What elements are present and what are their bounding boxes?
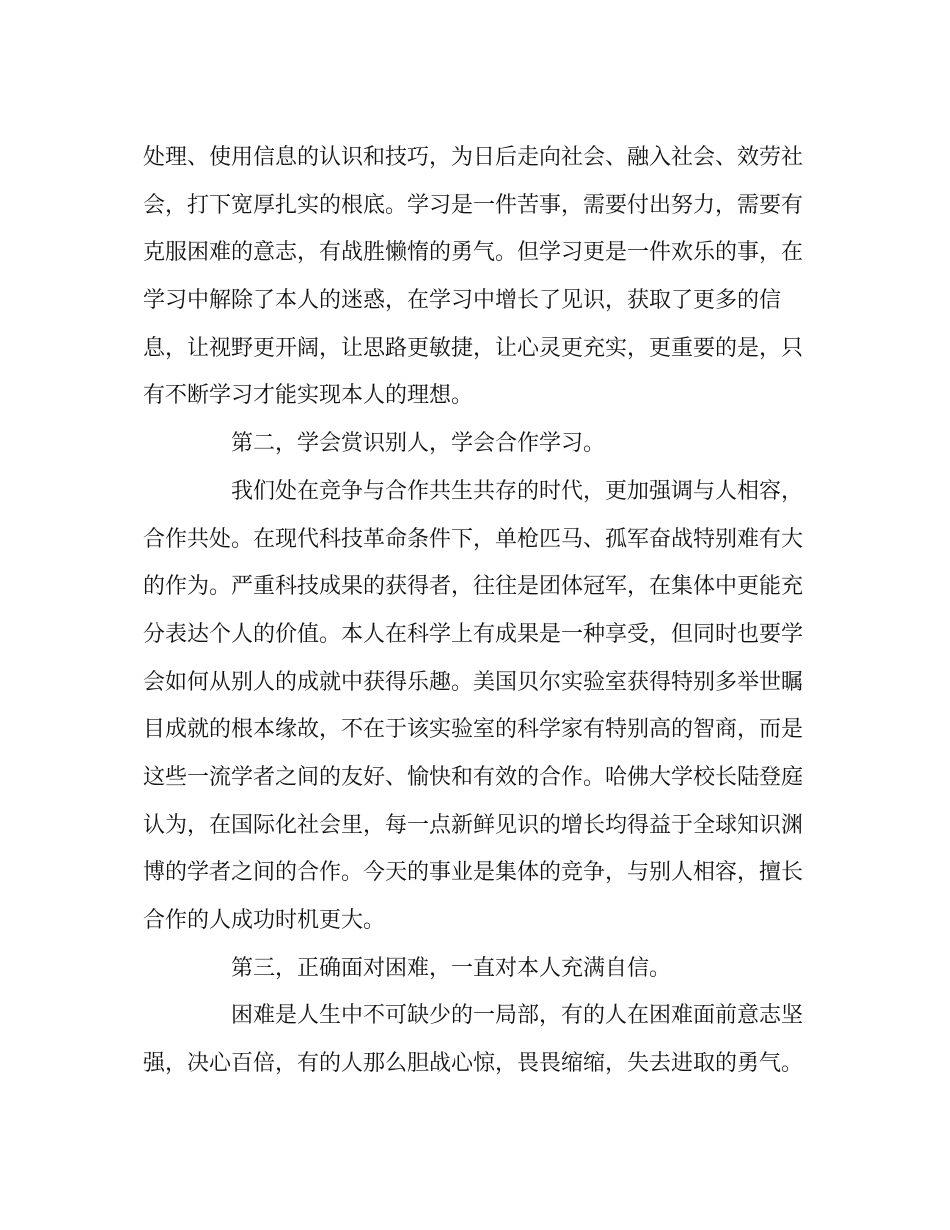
- section-heading: 第三，正确面对困难，一直对本人充满自信。: [231, 955, 672, 981]
- text-line: 会，打下宽厚扎实的根底。学习是一件苦事，需要付出努力，需要有: [143, 192, 804, 218]
- text-line: 强，决心百倍，有的人那么胆战心惊，畏畏缩缩，失去进取的勇气。: [143, 1051, 804, 1077]
- text-line: 分表达个人的价值。本人在科学上有成果是一种享受，但同时也要学: [143, 621, 804, 647]
- text-line: 合作共处。在现代科技革命条件下，单枪匹马、孤军奋战特别难有大: [143, 526, 804, 552]
- text-line: 博的学者之间的合作。今天的事业是集体的竞争，与别人相容，擅长: [143, 860, 804, 886]
- text-line: 息，让视野更开阔，让思路更敏捷，让心灵更充实，更重要的是，只: [143, 335, 804, 361]
- section-heading: 第二，学会赏识别人，学会合作学习。: [231, 431, 606, 457]
- text-line: 克服困难的意志，有战胜懒惰的勇气。但学习更是一件欢乐的事，在: [143, 240, 804, 266]
- text-line: 处理、使用信息的认识和技巧，为日后走向社会、融入社会、效劳社: [143, 145, 804, 170]
- text-line: 我们处在竞争与合作共生共存的时代，更加强调与人相容，: [231, 478, 804, 504]
- text-line: 认为，在国际化社会里，每一点新鲜见识的增长均得益于全球知识渊: [143, 812, 804, 838]
- text-line: 的作为。严重科技成果的获得者，往往是团体冠军，在集体中更能充: [143, 574, 804, 600]
- text-line: 这些一流学者之间的友好、愉快和有效的合作。哈佛大学校长陆登庭: [143, 764, 804, 790]
- text-line: 目成就的根本缘故，不在于该实验室的科学家有特别高的智商，而是: [143, 717, 804, 743]
- body-text: [143, 139, 803, 1093]
- text-line: 有不断学习才能实现本人的理想。: [143, 383, 474, 409]
- text-line: 困难是人生中不可缺少的一局部，有的人在困难面前意志坚: [231, 1003, 804, 1029]
- text-line: 会如何从别人的成就中获得乐趣。美国贝尔实验室获得特别多举世瞩: [143, 669, 804, 695]
- text-line: 合作的人成功时机更大。: [143, 908, 386, 933]
- text-line: 学习中解除了本人的迷惑，在学习中增长了见识，获取了更多的信: [143, 288, 782, 314]
